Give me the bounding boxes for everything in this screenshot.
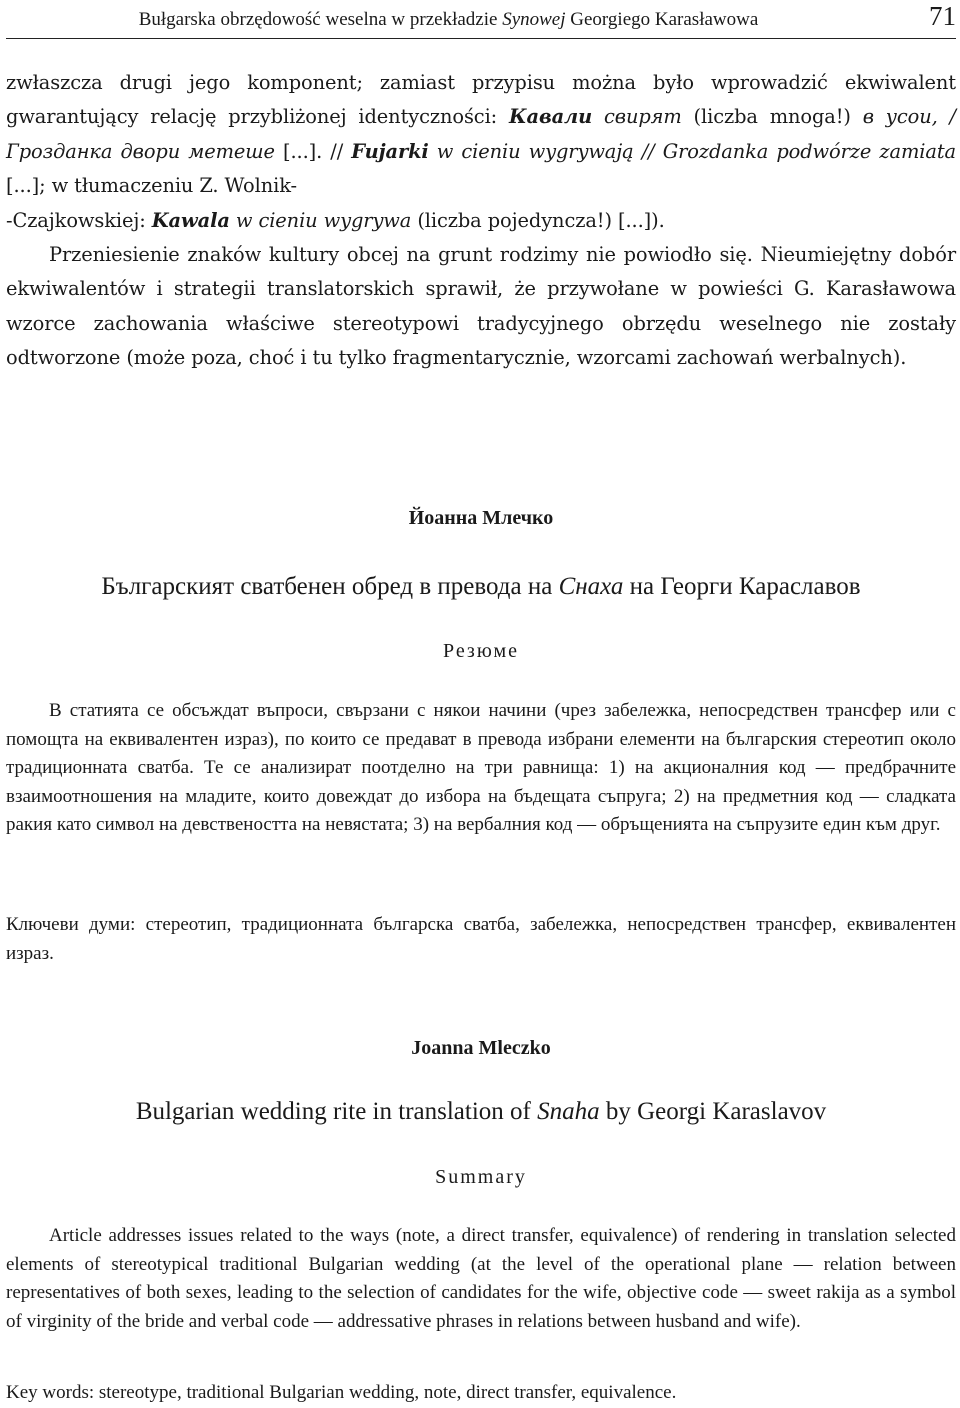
running-head-title-part: Bułgarska obrzędowość weselna w przekładzie [138, 9, 503, 30]
abstract-summary: Article addresses issues related to the ways (note, a direct transfer, equivalence) of rendering in translation selected elements of stereotypical traditional Bulgarian wedding (at the level of the operational plane — relation between representatives of both sexes, leading to the selection of candidates for the wife, objective code — sweet rakija as a symbol of virginity of the bride and verbal code — addressative phrases in relations between husband and wife). [6, 1225, 956, 1332]
abstract-title-italic: Snaha [537, 1098, 600, 1125]
text-run-bold-italic: Kawala [151, 208, 230, 232]
text-run: (liczba mnoga!) [681, 105, 863, 129]
abstract-label: Summary [435, 1166, 527, 1188]
body-paragraph-1 [6, 66, 956, 238]
abstract-author: Joanna Mleczko [411, 1037, 551, 1059]
running-head-title-italic: Synowej [502, 9, 566, 30]
text-run: (liczba pojedyncza!) [...]). [411, 208, 665, 232]
abstract-title-italic: Снаха [558, 573, 624, 600]
text-run-italic: в усои, / Грозданка двори метеше [6, 105, 956, 163]
abstract-author: Йоанна Млечко [408, 507, 554, 529]
abstract-title [6, 1098, 956, 1126]
text-run-bold-italic: Кавали [508, 105, 593, 129]
abstract-title-part: на Георги Караславов [623, 573, 861, 600]
abstract-keywords: Key words: stereotype, traditional Bulgarian wedding, note, direct transfer, equivalence. [6, 1382, 677, 1403]
text-run-italic: свирят [592, 105, 682, 129]
running-head [6, 0, 956, 39]
abstract-title-part: Българският сватбенен обред в превода на [101, 573, 559, 600]
abstract-title-part: Bulgarian wedding rite in translation of [135, 1098, 538, 1125]
abstract-title-part: by Georgi Karaslavov [599, 1098, 827, 1125]
text-run: [...]; w tłumaczeniu Z. Wolnik- [6, 174, 297, 198]
text-run-bold-italic: Fujarki [351, 139, 429, 163]
text-run-italic: w cieniu wygrywają // Grozdanka podwórze zamiata [428, 139, 956, 163]
abstract-keywords: Ключеви думи: стереотип, традиционната българска сватба, забележка, непосредствен трансфер, еквивалентен израз. [6, 914, 956, 964]
abstract-title [6, 573, 956, 601]
running-head-title [6, 9, 891, 31]
page-number: 71 [929, 1, 956, 31]
text-run-italic: w cieniu wygrywa [229, 208, 412, 232]
running-head-title-part: Georgiego Karasławowa [565, 9, 759, 30]
text-run: -Czajkowskiej: [6, 208, 152, 232]
body-text [6, 66, 956, 376]
text-run: zwłaszcza drugi jego komponent; zamiast przypisu można było wprowadzić ekwiwalent gwarantujący relację przybliżonej identyczności: [6, 71, 956, 129]
abstract-label: Резюме [442, 640, 520, 662]
abstract-summary: В статията се обсъждат въпроси, свързани с някои начини (чрез забележка, непосредствен трансфер или с помощта на еквивалентен израз), по които се предават в превода избрани елементи на българския стереотип около традиционната сватба. Те се анализират поотделно на три равнища: 1) на акционалния код — предбрачните взаимоотношения на младите, които довеждат до избора на бъдещата съпруга; 2) на предметния код — сладката ракия като символ на девствеността на невястата; 3) на вербалния код — обръщенията на съпрузите един към друг. [6, 700, 956, 836]
body-paragraph-2: Przeniesienie znaków kultury obcej na grunt rodzimy nie powiodło się. Nieumiejętny dobór ekwiwalentów i strategii translatorskich sprawił, że przywołane w powieści G. Karasławowa wzorce zachowania właściwe stereotypowi tradycyjnego obrzędu weselnego nie zostały odtworzone (może poza, choć i tu tylko fragmentarycznie, wzorcami zachowań werbalnych). [6, 243, 956, 370]
text-run: [...]. // [274, 139, 352, 163]
